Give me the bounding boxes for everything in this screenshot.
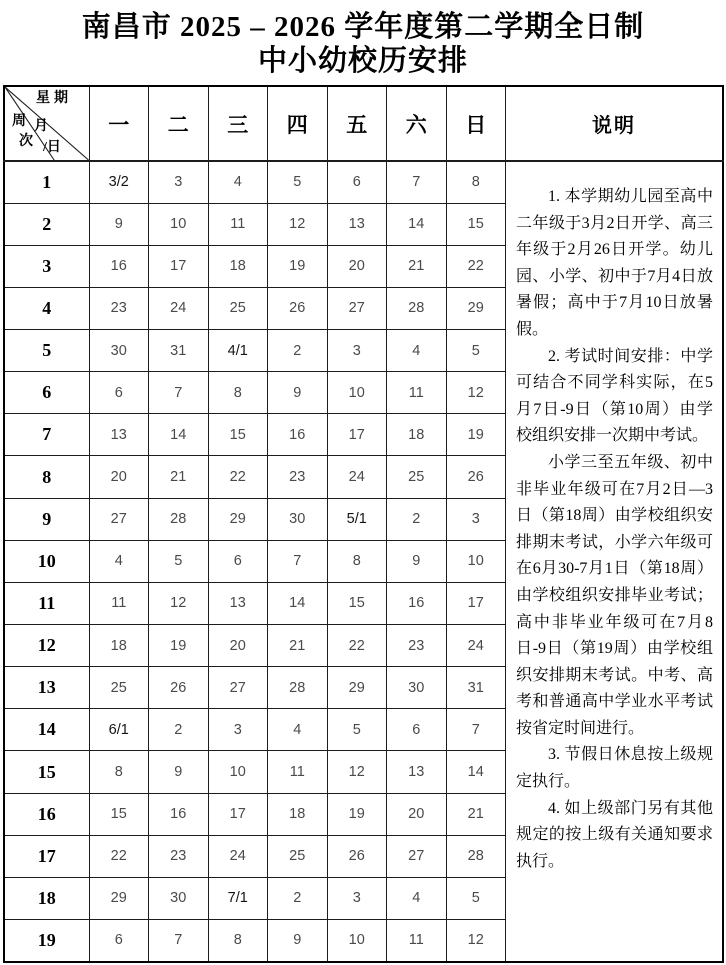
day-cell: 23 <box>268 456 328 498</box>
day-cell: 4 <box>208 161 268 203</box>
day-cell: 12 <box>268 203 328 245</box>
day-cell: 3/2 <box>89 161 149 203</box>
day-cell: 19 <box>268 245 328 287</box>
day-cell: 7/1 <box>208 877 268 919</box>
day-cell: 5 <box>446 877 506 919</box>
day-cell: 6 <box>208 540 268 582</box>
day-cell: 11 <box>387 372 447 414</box>
note-paragraph: 3. 节假日休息按上级规定执行。 <box>516 746 713 791</box>
day-cell: 20 <box>327 245 387 287</box>
notes-cell <box>506 161 724 962</box>
day-cell: 20 <box>387 793 447 835</box>
day-cell: 4 <box>89 540 149 582</box>
day-cell: 21 <box>446 793 506 835</box>
day-cell: 29 <box>327 667 387 709</box>
day-cell: 21 <box>149 456 209 498</box>
day-cell: 30 <box>268 498 328 540</box>
week-number-cell: 16 <box>4 793 89 835</box>
week-number-cell: 5 <box>4 330 89 372</box>
day-cell: 15 <box>446 203 506 245</box>
day-cell: 24 <box>208 835 268 877</box>
day-cell: 4 <box>268 709 328 751</box>
day-cell: 8 <box>446 161 506 203</box>
day-cell: 3 <box>446 498 506 540</box>
day-cell: 8 <box>327 540 387 582</box>
day-cell: 5 <box>327 709 387 751</box>
week-number-cell: 11 <box>4 582 89 624</box>
day-cell: 15 <box>89 793 149 835</box>
day-cell: 5 <box>149 540 209 582</box>
day-cell: 2 <box>387 498 447 540</box>
day-cell: 14 <box>149 414 209 456</box>
day-cell: 18 <box>268 793 328 835</box>
day-cell: 18 <box>89 625 149 667</box>
day-cell: 6/1 <box>89 709 149 751</box>
day-cell: 10 <box>149 203 209 245</box>
weekday-header: 一 <box>89 86 149 161</box>
day-cell: 19 <box>327 793 387 835</box>
day-cell: 26 <box>446 456 506 498</box>
day-cell: 29 <box>208 498 268 540</box>
day-cell: 30 <box>149 877 209 919</box>
day-cell: 11 <box>387 920 447 962</box>
day-cell: 12 <box>446 372 506 414</box>
week-number-cell: 10 <box>4 540 89 582</box>
day-cell: 4 <box>387 877 447 919</box>
day-cell: 31 <box>149 330 209 372</box>
day-cell: 2 <box>268 330 328 372</box>
day-cell: 27 <box>387 835 447 877</box>
day-cell: 6 <box>327 161 387 203</box>
day-cell: 6 <box>387 709 447 751</box>
day-cell: 22 <box>446 245 506 287</box>
corner-day-label: /日 <box>43 140 61 155</box>
day-cell: 7 <box>387 161 447 203</box>
day-cell: 10 <box>208 751 268 793</box>
week-number-cell: 6 <box>4 372 89 414</box>
week-number-cell: 7 <box>4 414 89 456</box>
corner-month-label: 月 <box>34 119 48 134</box>
day-cell: 17 <box>149 245 209 287</box>
day-cell: 13 <box>208 582 268 624</box>
day-cell: 23 <box>149 835 209 877</box>
week-number-cell: 2 <box>4 203 89 245</box>
day-cell: 18 <box>387 414 447 456</box>
week-number-cell: 15 <box>4 751 89 793</box>
day-cell: 7 <box>268 540 328 582</box>
corner-week-label-top: 周 <box>12 114 26 129</box>
day-cell: 9 <box>89 203 149 245</box>
day-cell: 15 <box>327 582 387 624</box>
day-cell: 27 <box>327 287 387 329</box>
calendar-body <box>4 161 723 962</box>
corner-weekday-label: 星期 <box>36 91 72 106</box>
week-number-cell: 1 <box>4 161 89 203</box>
page-title <box>0 10 726 78</box>
weekday-header: 日 <box>446 86 506 161</box>
weekday-header: 四 <box>268 86 328 161</box>
day-cell: 17 <box>208 793 268 835</box>
day-cell: 28 <box>446 835 506 877</box>
day-cell: 17 <box>327 414 387 456</box>
week-number-cell: 3 <box>4 245 89 287</box>
week-number-cell: 9 <box>4 498 89 540</box>
day-cell: 5 <box>268 161 328 203</box>
day-cell: 11 <box>268 751 328 793</box>
day-cell: 19 <box>446 414 506 456</box>
day-cell: 3 <box>208 709 268 751</box>
note-paragraph: 4. 如上级部门另有其他规定的按上级有关通知要求执行。 <box>516 799 713 870</box>
week-row <box>4 161 723 203</box>
day-cell: 23 <box>89 287 149 329</box>
day-cell: 25 <box>89 667 149 709</box>
day-cell: 20 <box>89 456 149 498</box>
day-cell: 15 <box>208 414 268 456</box>
day-cell: 3 <box>149 161 209 203</box>
week-number-cell: 8 <box>4 456 89 498</box>
week-number-cell: 14 <box>4 709 89 751</box>
week-number-cell: 19 <box>4 920 89 962</box>
day-cell: 8 <box>208 920 268 962</box>
day-cell: 10 <box>327 920 387 962</box>
day-cell: 5/1 <box>327 498 387 540</box>
day-cell: 11 <box>89 582 149 624</box>
day-cell: 8 <box>208 372 268 414</box>
day-cell: 19 <box>149 625 209 667</box>
day-cell: 13 <box>327 203 387 245</box>
day-cell: 31 <box>446 667 506 709</box>
day-cell: 21 <box>387 245 447 287</box>
day-cell: 10 <box>327 372 387 414</box>
week-number-cell: 17 <box>4 835 89 877</box>
day-cell: 20 <box>208 625 268 667</box>
day-cell: 21 <box>268 625 328 667</box>
day-cell: 12 <box>446 920 506 962</box>
day-cell: 14 <box>268 582 328 624</box>
day-cell: 28 <box>149 498 209 540</box>
week-number-cell: 12 <box>4 625 89 667</box>
day-cell: 9 <box>268 372 328 414</box>
day-cell: 6 <box>89 920 149 962</box>
day-cell: 13 <box>387 751 447 793</box>
note-paragraph: 小学三至五年级、初中非毕业年级可在7月2日—3日（第18周）由学校组织安排期末考试，小学六年级可在6月30-7月1日（第18周）由学校组织安排毕业考试；高中非毕业年级可在7月8日-9日（第19周）由学校组织安排期末考试。中考、高考和普通高中学业水平考试按省定时间进行。 <box>516 453 713 737</box>
notes-header: 说明 <box>506 86 724 161</box>
day-cell: 29 <box>446 287 506 329</box>
day-cell: 14 <box>387 203 447 245</box>
day-cell: 16 <box>268 414 328 456</box>
day-cell: 16 <box>89 245 149 287</box>
day-cell: 25 <box>208 287 268 329</box>
week-number-cell: 4 <box>4 287 89 329</box>
day-cell: 28 <box>387 287 447 329</box>
day-cell: 9 <box>387 540 447 582</box>
day-cell: 25 <box>268 835 328 877</box>
day-cell: 16 <box>149 793 209 835</box>
day-cell: 10 <box>446 540 506 582</box>
day-cell: 26 <box>149 667 209 709</box>
day-cell: 8 <box>89 751 149 793</box>
day-cell: 22 <box>327 625 387 667</box>
day-cell: 12 <box>327 751 387 793</box>
day-cell: 9 <box>149 751 209 793</box>
day-cell: 22 <box>89 835 149 877</box>
day-cell: 25 <box>387 456 447 498</box>
day-cell: 12 <box>149 582 209 624</box>
corner-week-label-bottom: 次 <box>19 134 33 149</box>
day-cell: 24 <box>327 456 387 498</box>
day-cell: 7 <box>149 920 209 962</box>
day-cell: 28 <box>268 667 328 709</box>
day-cell: 9 <box>268 920 328 962</box>
day-cell: 30 <box>387 667 447 709</box>
day-cell: 2 <box>268 877 328 919</box>
day-cell: 3 <box>327 877 387 919</box>
day-cell: 26 <box>268 287 328 329</box>
day-cell: 7 <box>149 372 209 414</box>
weekday-header: 五 <box>327 86 387 161</box>
day-cell: 11 <box>208 203 268 245</box>
day-cell: 30 <box>89 330 149 372</box>
day-cell: 27 <box>208 667 268 709</box>
day-cell: 24 <box>149 287 209 329</box>
day-cell: 22 <box>208 456 268 498</box>
day-cell: 7 <box>446 709 506 751</box>
day-cell: 26 <box>327 835 387 877</box>
day-cell: 18 <box>208 245 268 287</box>
note-paragraph: 2. 考试时间安排：中学可结合不同学科实际，在5月7日-9日（第10周）由学校组织安排一次期中考试。 <box>516 347 713 445</box>
day-cell: 3 <box>327 330 387 372</box>
week-number-cell: 13 <box>4 667 89 709</box>
header-row <box>4 86 723 161</box>
note-paragraph: 1. 本学期幼儿园至高中二年级于3月2日开学、高三年级于2月26日开学。幼儿园、小学、初中于7月4日放暑假；高中于7月10日放暑假。 <box>516 188 713 338</box>
calendar-table <box>3 85 724 963</box>
title-line-2: 中小幼校历安排 <box>257 45 468 77</box>
day-cell: 17 <box>446 582 506 624</box>
weekday-header: 六 <box>387 86 447 161</box>
title-line-1: 南昌市 2025 – 2026 学年度第二学期全日制 <box>81 11 645 43</box>
day-cell: 27 <box>89 498 149 540</box>
day-cell: 4/1 <box>208 330 268 372</box>
weekday-header: 三 <box>208 86 268 161</box>
day-cell: 2 <box>149 709 209 751</box>
day-cell: 16 <box>387 582 447 624</box>
corner-cell <box>4 86 89 161</box>
weekday-header: 二 <box>149 86 209 161</box>
day-cell: 6 <box>89 372 149 414</box>
day-cell: 5 <box>446 330 506 372</box>
day-cell: 24 <box>446 625 506 667</box>
day-cell: 13 <box>89 414 149 456</box>
day-cell: 23 <box>387 625 447 667</box>
day-cell: 4 <box>387 330 447 372</box>
day-cell: 14 <box>446 751 506 793</box>
week-number-cell: 18 <box>4 877 89 919</box>
day-cell: 29 <box>89 877 149 919</box>
